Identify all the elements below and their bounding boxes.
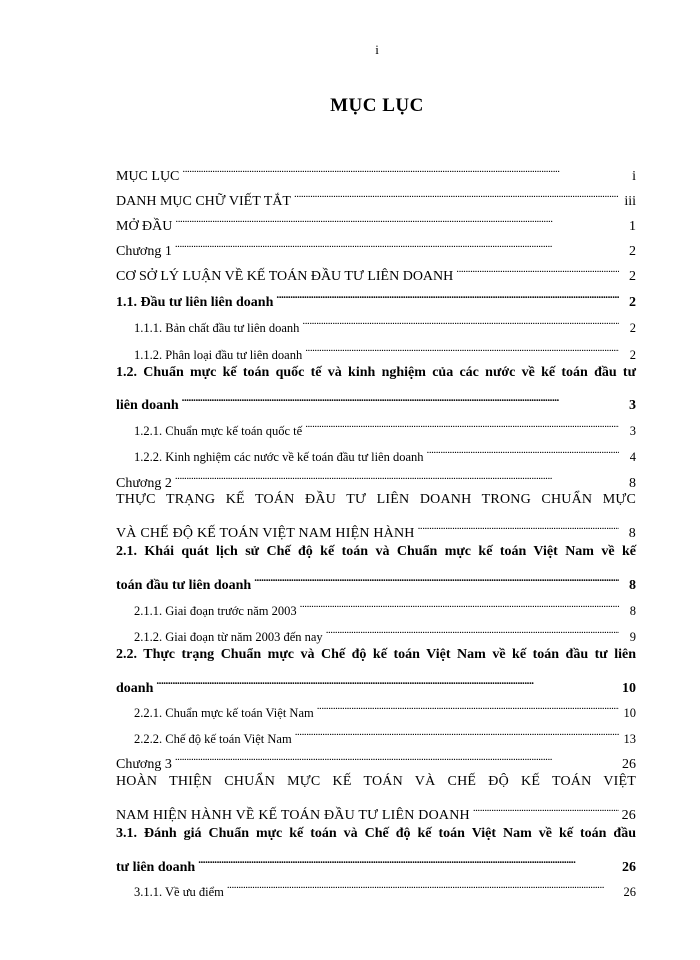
dot-leader bbox=[305, 337, 619, 359]
dot-leader bbox=[175, 208, 619, 230]
toc-entry-hoan-thien[interactable] bbox=[116, 771, 636, 823]
dot-leader bbox=[295, 721, 619, 743]
toc-title: MỤC LỤC bbox=[330, 95, 424, 116]
toc-page-number: 10 bbox=[622, 681, 636, 696]
toc-entry-label-line1: 2.1. Khái quát lịch sử Chế độ kế toán và Chuẩn mực kế toán Việt Nam về kế bbox=[116, 544, 636, 559]
toc-page-number: 26 bbox=[623, 885, 636, 899]
dot-leader bbox=[294, 183, 619, 205]
toc-entry-label-line2: doanh bbox=[116, 681, 154, 696]
toc-page-number: 9 bbox=[629, 630, 636, 644]
toc-entry-thuc-trang[interactable] bbox=[116, 489, 636, 541]
toc-entry-label-line2: liên doanh bbox=[116, 398, 179, 413]
dot-leader bbox=[300, 593, 619, 615]
toc-entry-label-line2: tư liên doanh bbox=[116, 860, 196, 875]
toc-page-number: i bbox=[632, 169, 636, 184]
toc-entry-label: 2.2.1. Chuẩn mực kế toán Việt Nam bbox=[134, 706, 314, 720]
dot-leader bbox=[254, 567, 619, 589]
toc-page-number: 8 bbox=[629, 476, 636, 491]
toc-entry-label-line1: HOÀN THIỆN CHUẨN MỰC KẾ TOÁN VÀ CHẾ ĐỘ KẾ TOÁN VIỆT bbox=[116, 774, 636, 789]
toc-entry-label-line2: NAM HIỆN HÀNH VỀ KẾ TOÁN ĐẦU TƯ LIÊN DOANH bbox=[116, 808, 470, 823]
toc-entry-label-line1: 1.2. Chuẩn mực kế toán quốc tế và kinh nghiệm của các nước về kế toán đầu tư bbox=[116, 365, 636, 380]
toc-entry-2-2-2[interactable] bbox=[134, 721, 636, 746]
toc-entry-2-2-1[interactable] bbox=[134, 695, 636, 720]
toc-entry-label-line1: 2.2. Thực trạng Chuẩn mực và Chế độ kế toán Việt Nam về kế toán đầu tư liên bbox=[116, 647, 636, 662]
dot-leader bbox=[456, 258, 619, 280]
toc-entry-co-so-ly-luan[interactable] bbox=[116, 258, 636, 284]
toc-page-number: 8 bbox=[629, 578, 636, 593]
toc-entry-2-1[interactable] bbox=[116, 541, 636, 593]
dot-leader bbox=[198, 849, 619, 871]
toc-entry-1-1-2[interactable] bbox=[134, 337, 636, 362]
toc-entry-1-2[interactable] bbox=[116, 362, 636, 413]
dot-leader bbox=[227, 874, 619, 896]
toc-entry-1-2-1[interactable] bbox=[134, 413, 636, 438]
toc-entry-label: MỤC LỤC bbox=[116, 169, 180, 184]
dot-leader bbox=[317, 695, 619, 717]
toc-entry-mo-dau[interactable] bbox=[116, 208, 636, 234]
dot-leader bbox=[175, 465, 619, 487]
toc-entry-2-1-1[interactable] bbox=[134, 593, 636, 618]
toc-entry-chuong-1[interactable] bbox=[116, 233, 636, 259]
toc-entry-3-1[interactable] bbox=[116, 823, 636, 875]
dot-leader bbox=[156, 670, 619, 692]
dot-leader bbox=[276, 284, 619, 306]
dot-leader bbox=[473, 797, 619, 819]
toc-entry-3-1-1[interactable] bbox=[134, 874, 636, 899]
dot-leader bbox=[182, 158, 619, 180]
toc-entry-label: 1.1.1. Bản chất đầu tư liên doanh bbox=[134, 321, 300, 335]
toc-entry-label: CƠ SỞ LÝ LUẬN VỀ KẾ TOÁN ĐẦU TƯ LIÊN DOANH bbox=[116, 269, 454, 284]
toc-entry-label-line2: VÀ CHẾ ĐỘ KẾ TOÁN VIỆT NAM HIỆN HÀNH bbox=[116, 526, 415, 541]
toc-entry-label: 1.1.2. Phân loại đầu tư liên doanh bbox=[134, 348, 303, 362]
toc-entry-2-1-2[interactable] bbox=[134, 619, 636, 644]
dot-leader bbox=[182, 387, 619, 409]
toc-entry-label: 1.1. Đầu tư liên liên doanh bbox=[116, 295, 274, 310]
toc-page-number: 1 bbox=[629, 219, 636, 234]
toc-page-number: 3 bbox=[629, 398, 636, 413]
toc-entry-label: 2.1.1. Giai đoạn trước năm 2003 bbox=[134, 604, 297, 618]
dot-leader bbox=[418, 515, 619, 537]
toc-page-number: 8 bbox=[628, 526, 636, 541]
toc-entry-1-1[interactable] bbox=[116, 284, 636, 310]
toc-entry-1-2-2[interactable] bbox=[134, 439, 636, 464]
toc-page-number: 10 bbox=[623, 706, 636, 720]
dot-leader bbox=[427, 439, 619, 461]
toc-entry-label: 3.1.1. Về ưu điểm bbox=[134, 885, 224, 899]
toc-entry-muc-luc[interactable] bbox=[116, 158, 636, 184]
toc-entry-1-1-1[interactable] bbox=[134, 310, 636, 335]
toc-entry-danh-muc[interactable] bbox=[116, 183, 636, 209]
toc-entry-label-line2: toán đầu tư liên doanh bbox=[116, 578, 252, 593]
toc-page-number: 2 bbox=[629, 269, 636, 284]
toc-entry-label: 2.1.2. Giai đoạn từ năm 2003 đến nay bbox=[134, 630, 323, 644]
toc-page-number: 2 bbox=[629, 348, 636, 362]
toc-entry-2-2[interactable] bbox=[116, 644, 636, 696]
toc-entry-label: Chương 2 bbox=[116, 476, 172, 491]
toc-entry-chuong-2[interactable] bbox=[116, 465, 636, 491]
toc-page-number: 4 bbox=[629, 450, 636, 464]
page-number: i bbox=[375, 42, 379, 57]
toc-page-number: iii bbox=[624, 194, 636, 209]
toc-page-number: 13 bbox=[623, 732, 636, 746]
toc-entry-label: Chương 3 bbox=[116, 757, 172, 772]
toc-page-number: 2 bbox=[629, 295, 636, 310]
dot-leader bbox=[305, 413, 619, 435]
dot-leader bbox=[175, 233, 619, 255]
toc-entry-label: Chương 1 bbox=[116, 244, 172, 259]
toc-entry-chuong-3[interactable] bbox=[116, 746, 636, 772]
toc-page-number: 2 bbox=[629, 244, 636, 259]
toc-entry-label-line1: THỰC TRẠNG KẾ TOÁN ĐẦU TƯ LIÊN DOANH TRONG CHUẨN MỰC bbox=[116, 492, 636, 507]
dot-leader bbox=[175, 746, 619, 768]
dot-leader bbox=[302, 310, 619, 332]
toc-page-number: 26 bbox=[621, 808, 636, 823]
toc-page-number: 26 bbox=[622, 860, 636, 875]
toc-entry-label: 2.2.2. Chế độ kế toán Việt Nam bbox=[134, 732, 292, 746]
toc-entry-label: DANH MỤC CHỮ VIẾT TẮT bbox=[116, 194, 291, 209]
toc-entry-label-line1: 3.1. Đánh giá Chuẩn mực kế toán và Chế độ kế toán Việt Nam về kế toán đầu bbox=[116, 826, 636, 841]
dot-leader bbox=[326, 619, 619, 641]
toc-entry-label: MỞ ĐẦU bbox=[116, 219, 173, 234]
toc-page-number: 3 bbox=[629, 424, 636, 438]
toc-entry-label: 1.2.1. Chuẩn mực kế toán quốc tế bbox=[134, 424, 303, 438]
toc-page-number: 26 bbox=[622, 757, 636, 772]
toc-entry-label: 1.2.2. Kinh nghiệm các nước về kế toán đầu tư liên doanh bbox=[134, 450, 424, 464]
toc-page-number: 8 bbox=[629, 604, 636, 618]
toc-page-number: 2 bbox=[629, 321, 636, 335]
